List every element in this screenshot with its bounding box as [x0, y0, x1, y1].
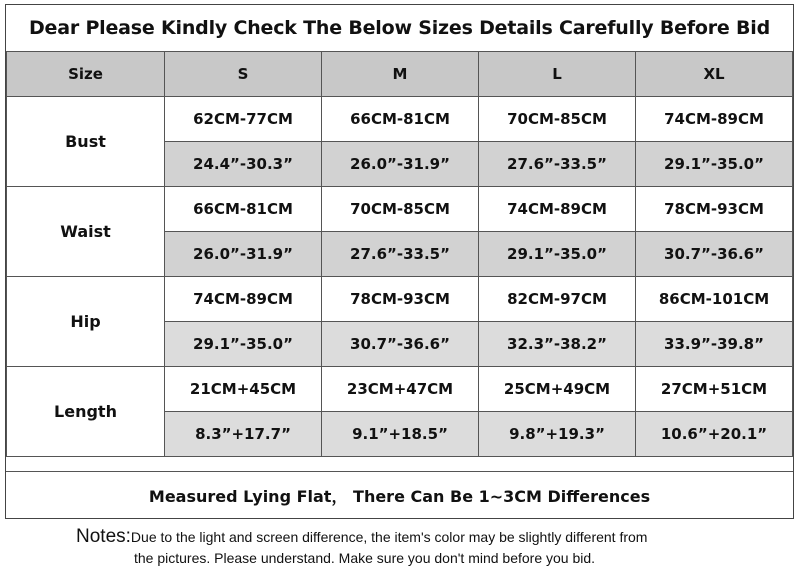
header-xl: XL [636, 52, 793, 97]
table-row [7, 187, 793, 232]
size-chart [5, 4, 794, 519]
table-cell: 29.1”-35.0” [165, 322, 322, 367]
table-cell: 27CM+51CM [636, 367, 793, 412]
row-label-bust: Bust [7, 97, 165, 187]
table-cell: 8.3”+17.7” [165, 412, 322, 457]
header-size: Size [7, 52, 165, 97]
table-cell: 66CM-81CM [322, 97, 479, 142]
table-cell: 86CM-101CM [636, 277, 793, 322]
table-cell: 29.1”-35.0” [636, 142, 793, 187]
table-cell: 23CM+47CM [322, 367, 479, 412]
notes-line-2: the pictures. Please understand. Make sure you don't mind before you bid. [134, 550, 596, 566]
header-m: M [322, 52, 479, 97]
table-cell: 26.0”-31.9” [165, 232, 322, 277]
table-cell: 9.1”+18.5” [322, 412, 479, 457]
table-cell: 70CM-85CM [322, 187, 479, 232]
table-cell: 30.7”-36.6” [636, 232, 793, 277]
header-l: L [479, 52, 636, 97]
row-label-waist: Waist [7, 187, 165, 277]
table-cell: 62CM-77CM [165, 97, 322, 142]
table-cell: 30.7”-36.6” [322, 322, 479, 367]
table-cell: 74CM-89CM [479, 187, 636, 232]
table-cell: 10.6”+20.1” [636, 412, 793, 457]
table-cell: 78CM-93CM [636, 187, 793, 232]
table-cell: 74CM-89CM [636, 97, 793, 142]
measurement-note: Measured Lying Flat， There Can Be 1~3CM Differences [6, 471, 793, 519]
table-cell: 24.4”-30.3” [165, 142, 322, 187]
table-cell: 21CM+45CM [165, 367, 322, 412]
size-table [6, 51, 793, 457]
notes-label: Notes: [76, 526, 131, 547]
row-label-length: Length [7, 367, 165, 457]
table-cell: 29.1”-35.0” [479, 232, 636, 277]
table-cell: 33.9”-39.8” [636, 322, 793, 367]
table-row [7, 97, 793, 142]
table-cell: 82CM-97CM [479, 277, 636, 322]
table-row [7, 277, 793, 322]
header-s: S [165, 52, 322, 97]
table-row [7, 367, 793, 412]
table-cell: 26.0”-31.9” [322, 142, 479, 187]
notes-block [76, 526, 776, 569]
table-cell: 27.6”-33.5” [479, 142, 636, 187]
chart-title: Dear Please Kindly Check The Below Sizes Details Carefully Before Bid [28, 16, 771, 39]
table-cell: 27.6”-33.5” [322, 232, 479, 277]
notes-line-1: Due to the light and screen difference, the item's color may be slightly different from [130, 529, 648, 545]
table-cell: 25CM+49CM [479, 367, 636, 412]
table-header-row [7, 52, 793, 97]
table-cell: 66CM-81CM [165, 187, 322, 232]
table-cell: 70CM-85CM [479, 97, 636, 142]
table-cell: 32.3”-38.2” [479, 322, 636, 367]
table-cell: 78CM-93CM [322, 277, 479, 322]
table-cell: 9.8”+19.3” [479, 412, 636, 457]
table-cell: 74CM-89CM [165, 277, 322, 322]
row-label-hip: Hip [7, 277, 165, 367]
